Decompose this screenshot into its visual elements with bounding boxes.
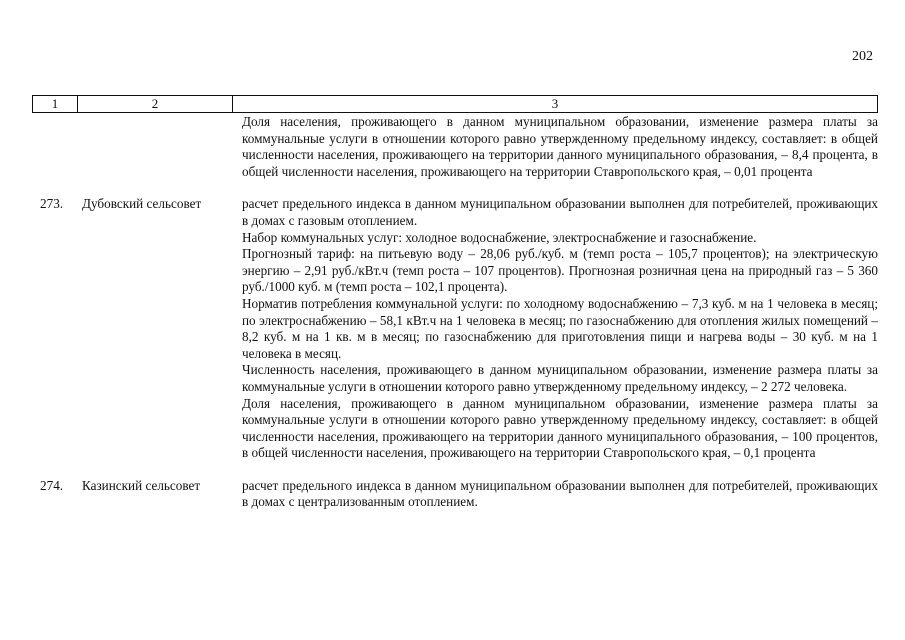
continuation-paragraph: Доля населения, проживающего в данном муниципальном образовании, изменение размера платы за коммунальные услуги в отношении которого равно утвержденному предельному индексу, составляет: в общей численности населения, проживающего на территории данного муниципального образования, – 8,4 процента, в общей численности населения, проживающего на территории Ставропольского края, – 0,01 процента: [242, 114, 878, 179]
entry-paragraph: Норматив потребления коммунальной услуги: по холодному водоснабжению – 7,3 куб. м на 1 человека в месяц; по электроснабжению – 58,1 кВт.ч на 1 человека в месяц; по газоснабжению для отопления жилых помещений – 8,2 куб. м на 1 кв. м в месяц; по газоснабжению для приготовления пищи и нагрева воды – 30 куб. м на 1 человека в месяц.: [242, 295, 878, 361]
entry-paragraph: Доля населения, проживающего в данном муниципальном образовании, изменение размера платы за коммунальные услуги в отношении которого равно утвержденному предельному индексу, составляет: в общей численности населения, проживающего на территории данного муниципального образования, – 100 процентов, в общей численности населения, проживающего на территории Ставропольского края, – 0,1 процента: [242, 395, 878, 461]
entry-paragraph: расчет предельного индекса в данном муниципальном образовании выполнен для потребителей, проживающих в домах с централизованным отоплением.: [242, 477, 878, 510]
continuation-row: [40, 114, 878, 180]
table-row: [40, 196, 878, 462]
entry-name: Дубовский сельсовет: [82, 196, 202, 212]
document-body: [40, 114, 878, 511]
column-number-1: 1: [33, 96, 78, 112]
entry-paragraph: расчет предельного индекса в данном муниципальном образовании выполнен для потребителей, проживающих в домах с газовым отоплением.: [242, 196, 878, 228]
entry-number: 274.: [40, 477, 64, 493]
column-number-3: 3: [551, 96, 559, 111]
entry-text: [242, 196, 878, 462]
page-number: 202: [852, 49, 873, 64]
entry-paragraph: Набор коммунальных услуг: холодное водоснабжение, электроснабжение и газоснабжение.: [242, 229, 757, 245]
column-number-2: 2: [78, 96, 233, 112]
entry-text: [242, 478, 878, 511]
entry-name: Казинский сельсовет: [82, 477, 201, 493]
entry-paragraph: Прогнозный тариф: на питьевую воду – 28,06 руб./куб. м (темп роста – 105,7 процентов); на электрическую энергию – 2,91 руб./кВт.ч (темп роста – 107 процентов). Прогнозная розничная цена на природный газ – 5 360 руб./1000 куб. м (темп роста – 102,1 процента).: [242, 246, 878, 295]
table-row: [40, 478, 878, 511]
table-column-header: [32, 95, 878, 113]
entry-paragraph: Численность населения, проживающего в данном муниципальном образовании, изменение размера платы за коммунальные услуги в отношении которого равно утвержденному предельному индексу, – 2 272 человека.: [242, 362, 878, 394]
entry-number: 273.: [40, 196, 64, 212]
